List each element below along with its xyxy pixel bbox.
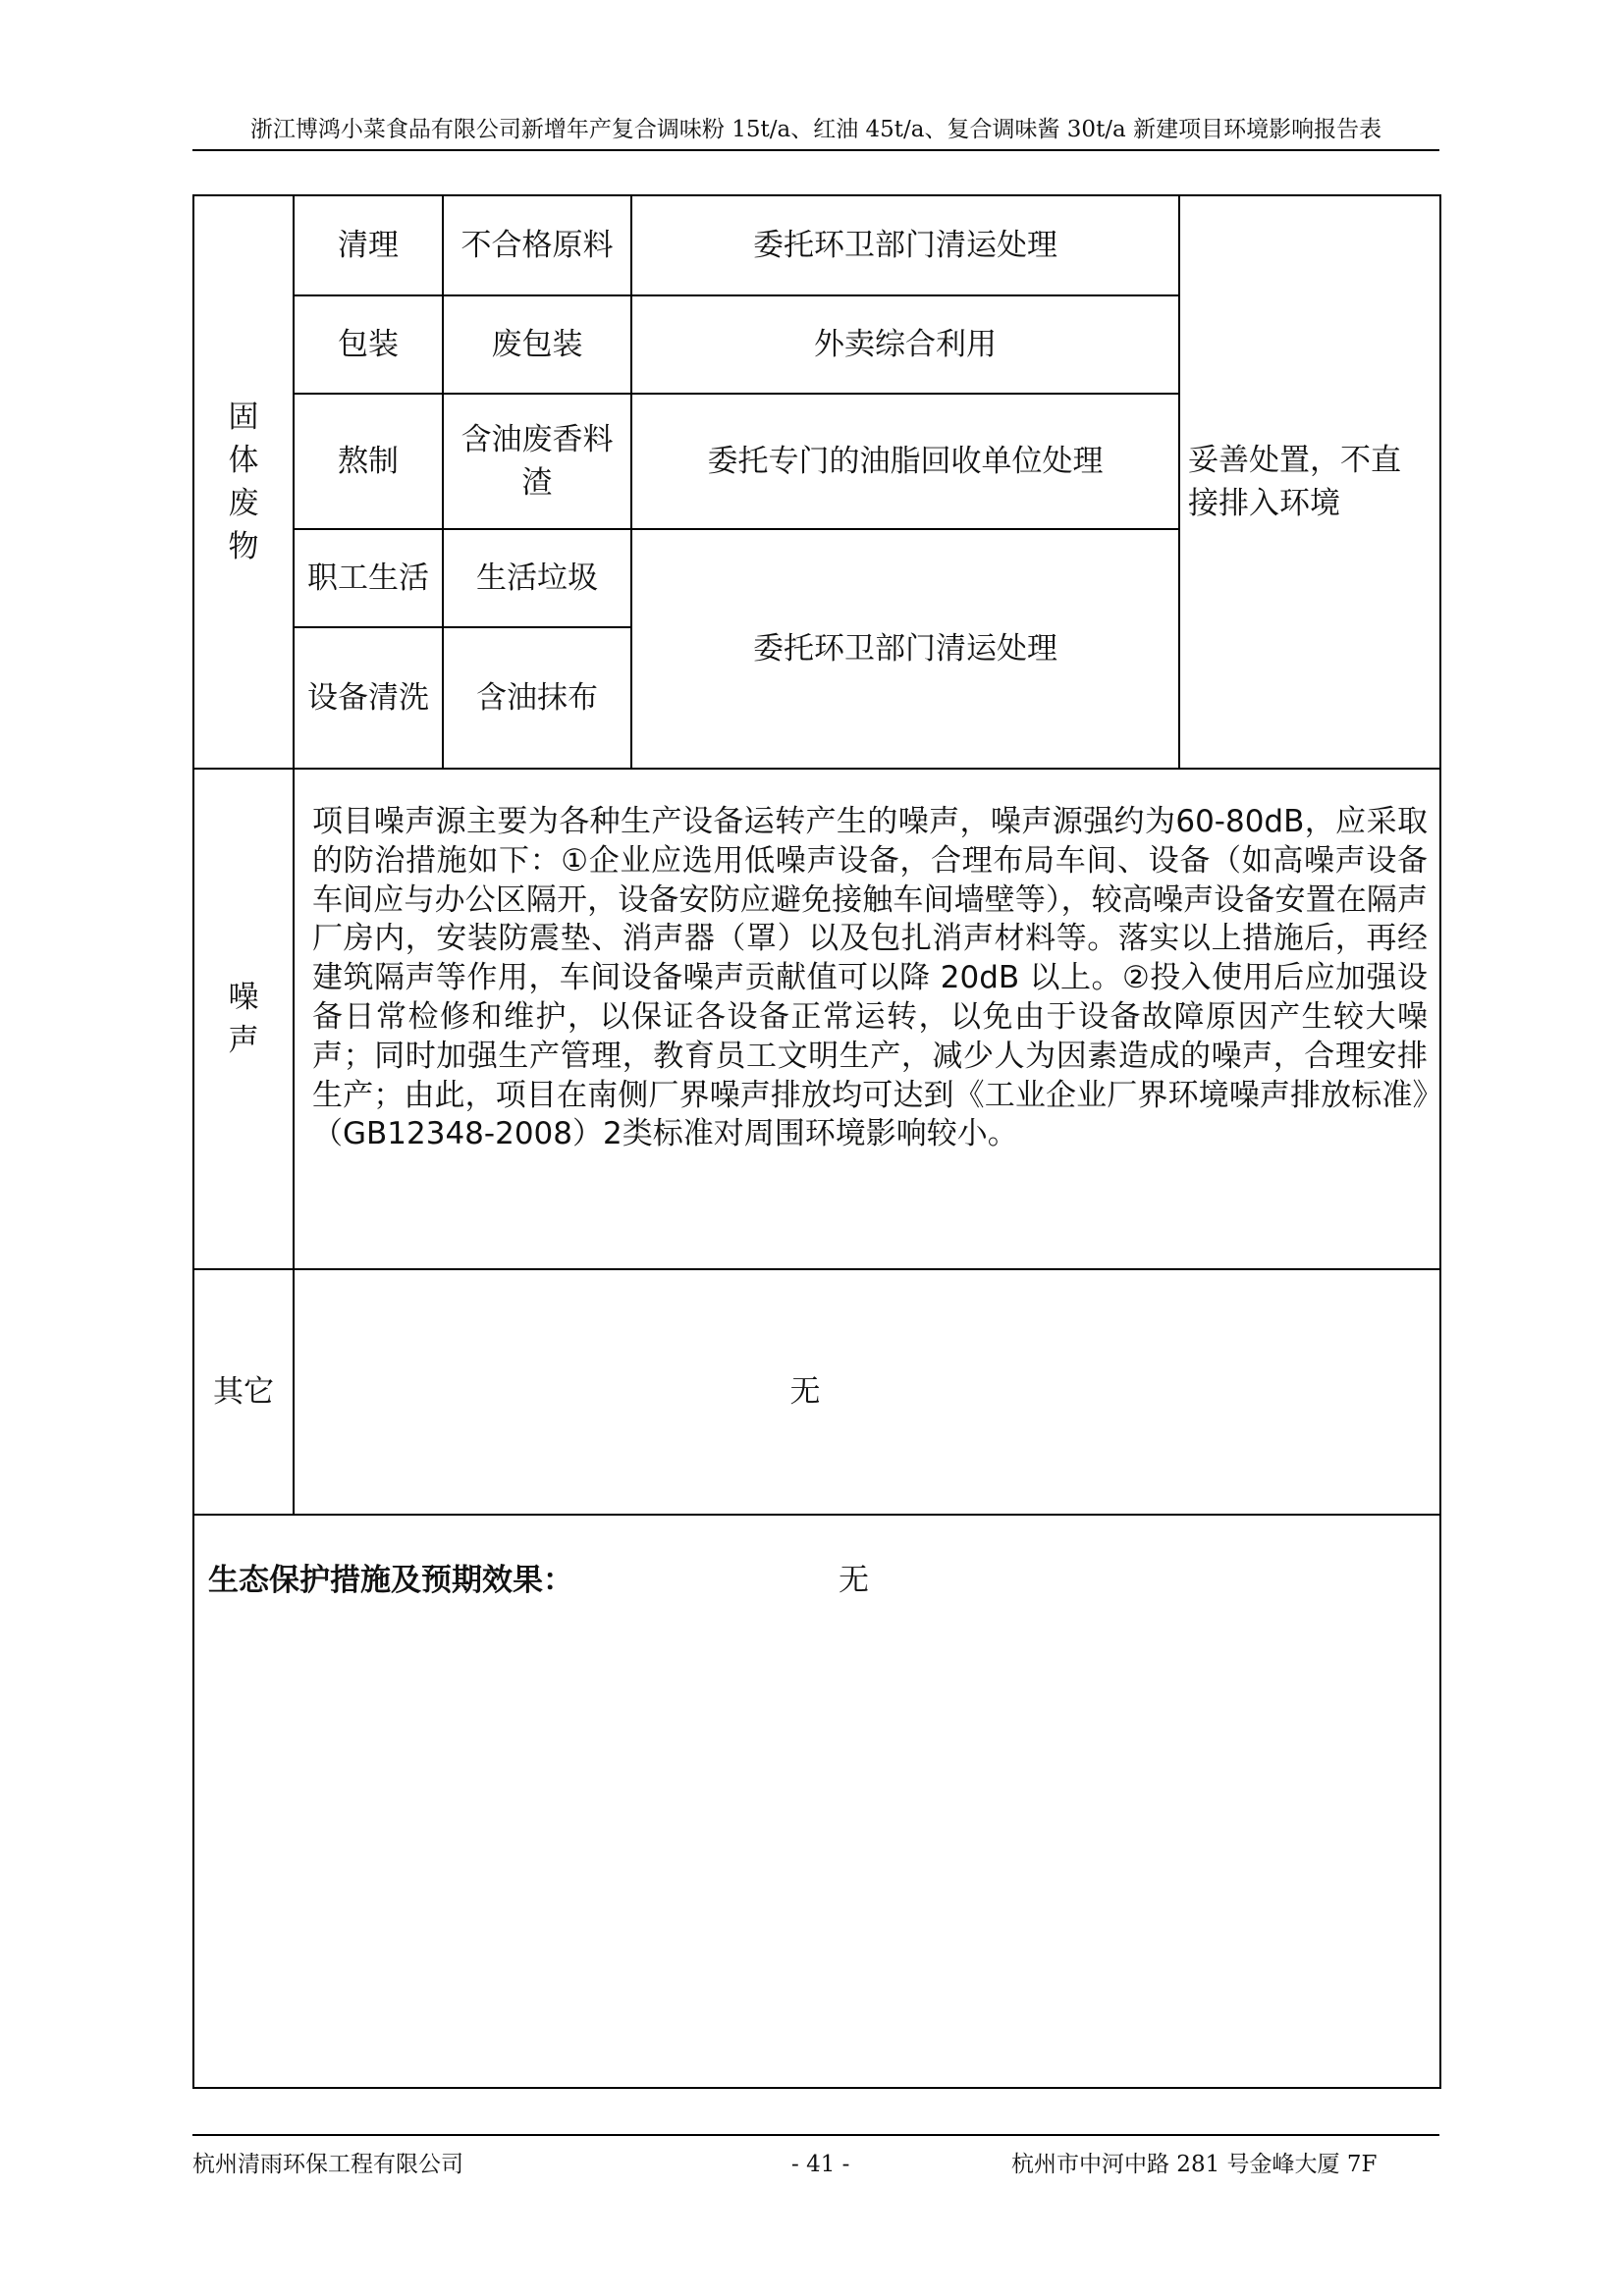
- category-char: 体: [228, 443, 259, 478]
- waste-cell: 废包装: [491, 327, 583, 362]
- page-header: 浙江博鸿小菜食品有限公司新增年产复合调味粉 15t/a、红油 45t/a、复合调味酱 30t/a 新建项目环境影响报告表: [192, 110, 1439, 151]
- category-char: 噪: [228, 980, 259, 1015]
- stage-cell: 设备清洗: [307, 680, 429, 716]
- ecology-label: 生态保护措施及预期效果：: [208, 1563, 573, 1598]
- footer-address: 杭州市中河中路 281 号金峰大厦 7F: [1011, 2152, 1378, 2177]
- noise-measures-text: 项目噪声源主要为各种生产设备运转产生的噪声，噪声源强约为60-80dB，应采取的防治措施如下：①企业应选用低噪声设备，合理布局车间、设备（如高噪声设备车间应与办公区隔开，设备安防应避免接触车间墙壁等），较高噪声设备安置在隔声厂房内，安装防震垫、消声器（罩）以及包扎消声材料等。落实以上措施后，再经建筑隔声等作用，车间设备噪声贡献值可以降 20dB 以上。②投入使用后应加强设备日常检修和维护，以保证各设备正常运转，以免由于设备故障原因产生较大噪声；同时加强生产管理，教育员工文明生产，减少人为因素造成的噪声，合理安排生产；由此，项目在南侧厂界噪声排放均可达到《工业企业厂界环境噪声排放标准》（GB12348-2008）2类标准对周围环境影响较小。: [312, 804, 1428, 1152]
- stage-cell: 包装: [338, 327, 399, 362]
- treatment-cell: 委托专门的油脂回收单位处理: [707, 444, 1104, 479]
- other-category: 其它: [213, 1374, 274, 1410]
- waste-cell: 含油抹布: [476, 680, 598, 716]
- treatment-cell: 外卖综合利用: [814, 327, 997, 362]
- waste-cell: 生活垃圾: [476, 561, 598, 596]
- footer-divider: [192, 2134, 1439, 2136]
- effect-cell: 妥善处置，不直接排入环境: [1188, 443, 1401, 521]
- footer-company: 杭州清雨环保工程有限公司: [192, 2152, 463, 2177]
- treatment-cell: 委托环卫部门清运处理: [753, 631, 1057, 667]
- page-number: - 41 -: [791, 2152, 850, 2177]
- category-char: 声: [228, 1023, 259, 1058]
- category-char: 固: [228, 400, 259, 435]
- waste-cell: 不合格原料: [460, 228, 614, 263]
- treatment-cell: 委托环卫部门清运处理: [753, 228, 1057, 263]
- solid-waste-category: [194, 196, 293, 768]
- ecology-value: 无: [839, 1563, 869, 1598]
- stage-cell: 职工生活: [307, 561, 429, 596]
- stage-cell: 清理: [338, 228, 399, 263]
- stage-cell: 熬制: [338, 444, 399, 479]
- waste-cell: 含油废香料渣: [460, 422, 614, 501]
- noise-category: [194, 770, 293, 1268]
- category-char: 废: [228, 486, 259, 521]
- other-value: 无: [789, 1374, 821, 1410]
- category-char: 物: [228, 529, 259, 564]
